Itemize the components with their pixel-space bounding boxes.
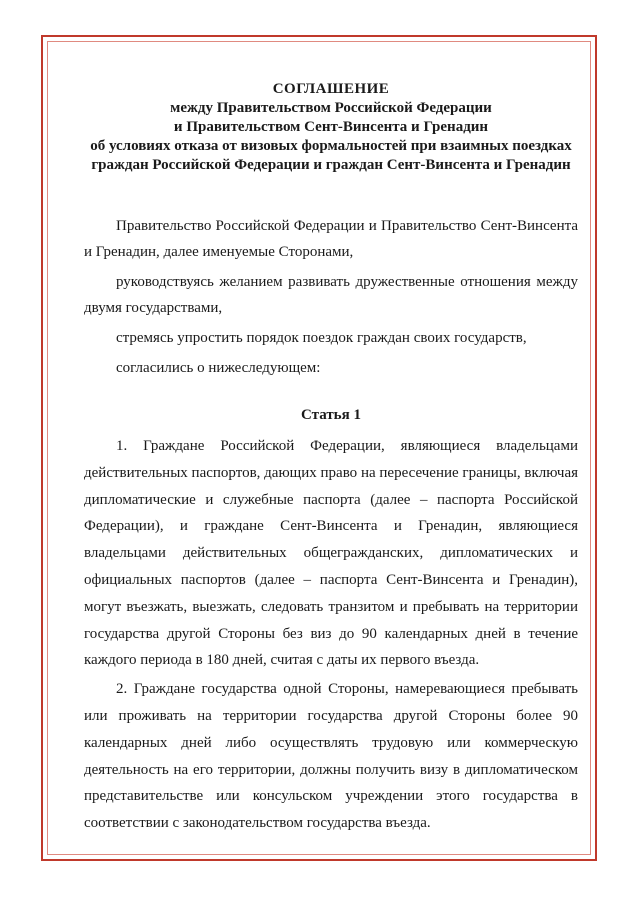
- title-line-4: об условиях отказа от визовых формальностей при взаимных поездках: [90, 138, 572, 154]
- preamble: [84, 213, 578, 381]
- preamble-paragraph-2: руководствуясь желанием развивать дружественные отношения между двумя государствами,: [84, 274, 578, 316]
- preamble-paragraph-1: Правительство Российской Федерации и Правительство Сент-Винсента и Гренадин, далее именуемые Сторонами,: [84, 218, 578, 260]
- title-line-3: и Правительством Сент-Винсента и Гренадин: [173, 119, 489, 135]
- preamble-paragraph-4: согласились о нижеследующем:: [116, 360, 321, 376]
- title-line-2: между Правительством Российской Федерации: [170, 100, 492, 116]
- document-title: [84, 80, 578, 175]
- title-line-1: СОГЛАШЕНИЕ: [272, 81, 390, 97]
- preamble-paragraph-3: стремясь упростить порядок поездок граждан своих государств,: [116, 330, 527, 346]
- article-1-paragraph-1: 1. Граждане Российской Федерации, являющиеся владельцами действительных паспортов, дающих право на пересечение границы, включая дипломатические и служебные паспорта (далее – паспорта Российской Федерации), и граждане Сент-Винсента и Гренадин, являющиеся владельцами действительных общегражданских, дипломатических и официальных паспортов (далее – паспорта Сент-Винсента и Гренадин), могут въезжать, выезжать, следовать транзитом и пребывать на территории государства другой Стороны без виз до 90 календарных дней в течение каждого периода в 180 дней, считая с даты их первого въезда.: [84, 438, 578, 669]
- document-content: [84, 80, 578, 837]
- article-1-heading: Статья 1: [301, 407, 361, 423]
- title-line-5: граждан Российской Федерации и граждан Сент-Винсента и Гренадин: [91, 157, 571, 173]
- article-1-body: [84, 433, 578, 837]
- article-1-paragraph-2: 2. Граждане государства одной Стороны, намеревающиеся пребывать или проживать на территории государства другой Стороны более 90 календарных дней либо осуществлять трудовую или коммерческую деятельность на его территории, должны получить визу в дипломатическом представительстве или консульском учреждении этого государства в соответствии с законодательством государства въезда.: [84, 681, 578, 832]
